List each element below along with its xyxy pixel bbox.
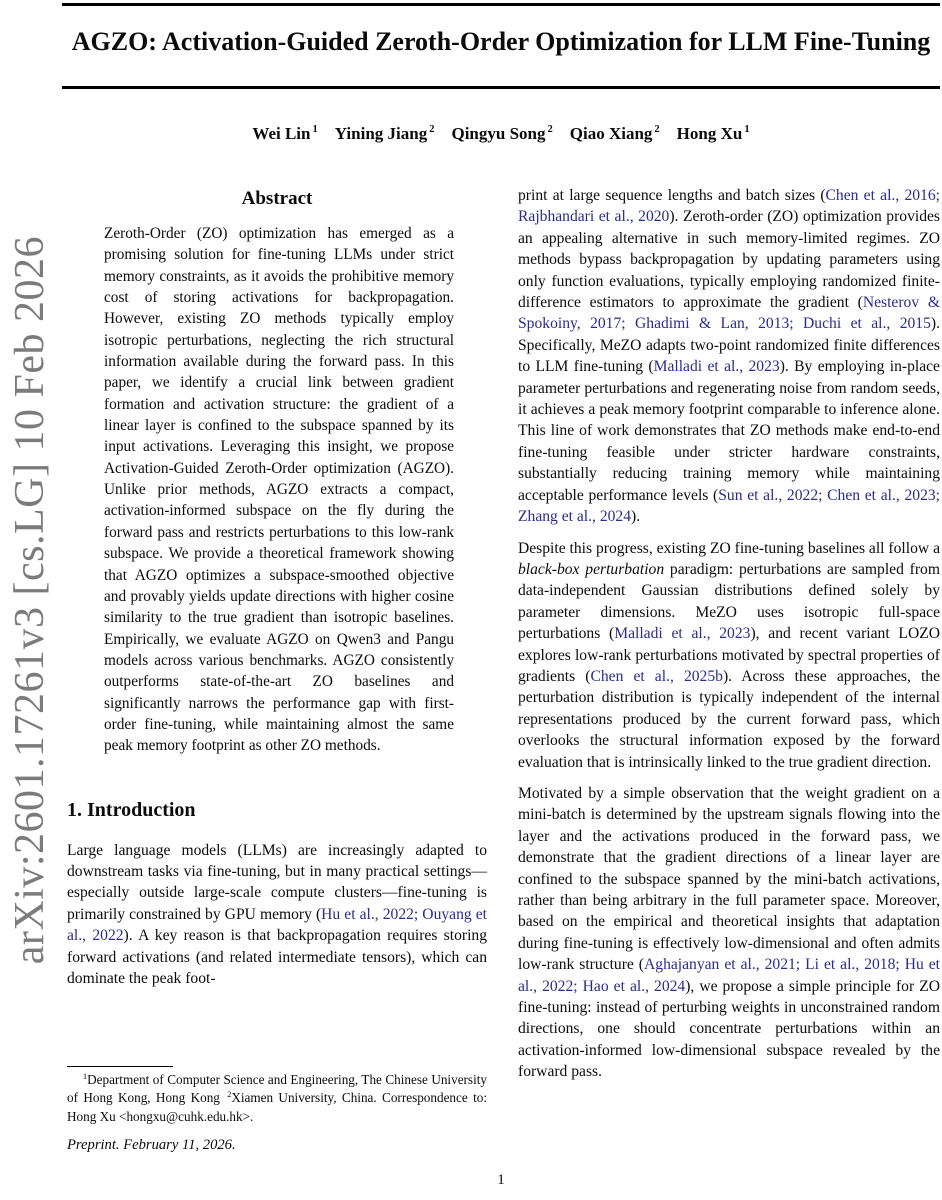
text-segment: 2 <box>654 124 660 136</box>
citation-link[interactable]: Malladi et al., 2023 <box>614 625 751 643</box>
page-number: 1 <box>497 1172 505 1188</box>
right-column-paragraph-1 <box>518 185 940 528</box>
footnote <box>67 1071 487 1126</box>
text-segment: ). Zeroth-order (ZO) optimization provides an appealing alternative in such memory-limited regimes. ZO methods bypass backpropagation by updating parameters using only function evaluations, typically employing randomized finite-difference estimators to approximate the gradient ( <box>518 208 940 312</box>
text-segment: Qiao Xiang <box>552 124 653 143</box>
text-segment: 1 <box>312 124 318 136</box>
text-segment: Yining Jiang <box>317 124 428 143</box>
left-column <box>67 188 487 989</box>
text-segment: Xiamen University, China. Correspondence to: Hong Xu <hongxu@cuhk.edu.hk>. <box>67 1090 487 1124</box>
citation-link[interactable]: Malladi et al., 2023 <box>653 358 780 376</box>
text-segment: ). Across these approaches, the perturbation distribution is typically independent of the internal representations produced by the current forward pass, which overlooks the structural information exposed by the forward evaluation that is intrinsically linked to the true gradient direction. <box>518 667 940 771</box>
title-rule-top <box>62 3 940 6</box>
right-column-paragraph-2 <box>518 538 940 773</box>
arxiv-watermark <box>4 0 56 1200</box>
text-segment: Hong Xu <box>659 124 743 143</box>
text-segment: ), and recent variant LOZO explores low-rank perturbations motivated by spectral properties of gradients ( <box>518 625 940 685</box>
text-segment: Qingyu Song <box>434 124 546 143</box>
right-column-paragraph-3 <box>518 783 940 1083</box>
citation-link[interactable]: Hu et al., 2022; Ouyang et al., 2022 <box>67 905 487 945</box>
text-segment: ). A key reason is that backpropagation requires storing forward activations (and related intermediate tensors), which can dominate the peak foot- <box>67 927 487 988</box>
abstract-body: Zeroth-Order (ZO) optimization has emerged as a promising solution for fine-tuning LLMs under strict memory constraints, as it avoids the prohibitive memory cost of storing activations for backpropagation. However, existing ZO methods typically employ isotropic perturbations, neglecting the rich structural information available during the forward pass. In this paper, we identify a crucial link between gradient formation and activation structure: the gradient of a linear layer is confined to the subspace spanned by its input activations. Leveraging this insight, we propose Activation-Guided Zeroth-Order optimization (AGZO). Unlike prior methods, AGZO extracts a compact, activation-informed subspace on the fly during the forward pass and restricts perturbations to this low-rank subspace. We provide a theoretical framework showing that AGZO optimizes a subspace-smoothed objective and provably yields update directions with higher cosine similarity to the true gradient than isotropic baselines. Empirically, we evaluate AGZO on Qwen3 and Pangu models across various benchmarks. AGZO consistently outperforms state-of-the-art ZO baselines and significantly narrows the performance gap with first-order fine-tuning, while maintaining almost the same peak memory footprint as other ZO methods. <box>104 225 454 755</box>
title-rule-bottom <box>62 86 940 89</box>
citation-link[interactable]: Aghajanyan et al., 2021; Li et al., 2018; Hu et al., 2022; Hao et al., 2024 <box>518 956 941 995</box>
text-segment: ), we propose a simple principle for ZO fine-tuning: instead of perturbing weights in unconstrained random directions, one should concentrate perturbations within an activation-informed low-dimensional subspace revealed by the forward pass. <box>518 977 940 1081</box>
text-segment: 2 <box>429 124 435 136</box>
text-segment: Department of Computer Science and Engineering, The Chinese University of Hong Kong, Hong Kong <box>67 1072 487 1106</box>
authors-line <box>62 124 940 144</box>
footnote-rule <box>67 1066 173 1067</box>
citation-link[interactable]: Chen et al., 2025b <box>590 667 723 685</box>
abstract-heading: Abstract <box>241 188 313 209</box>
text-segment: Wei Lin <box>252 124 311 143</box>
text-segment: Motivated by a simple observation that the weight gradient on a mini-batch is determined by the upstream signals flowing into the layer and the activations produced in the forward pass, we demonstrate that the gradient directions of a linear layer are confined to the subspace spanned by the mini-batch activations, rather than being arbitrary in the full parameter space. Moreover, based on the empirical and theoretical insights that adaptation during fine-tuning is effectively low-dimensional and often admits low-rank structure ( <box>518 784 940 974</box>
text-segment: ). <box>631 508 641 526</box>
citation-link[interactable]: Sun et al., 2022; Chen et al., 2023; Zhang et al., 2024 <box>518 486 940 526</box>
arxiv-watermark-label: arXiv:2601.17261v3 [cs.LG] 10 Feb 2026 <box>7 235 53 965</box>
text-segment: Large language models (LLMs) are increasingly adapted to downstream tasks via fine-tuning, but in many practical settings—especially outside large-scale compute clusters—fine-tuning is primarily constrained by GPU memory ( <box>67 841 487 923</box>
text-segment: 2 <box>547 124 553 136</box>
text-segment: 1 <box>744 124 750 136</box>
text-segment: 1 <box>83 1071 88 1081</box>
text-segment: Despite this progress, existing ZO fine-tuning baselines all follow a <box>518 539 940 557</box>
text-segment: paradigm: perturbations are sampled from data-independent Gaussian distributions defined solely by parameter dimensions. MeZO uses isotropic full-space perturbations ( <box>518 560 940 643</box>
paper-title: AGZO: Activation-Guided Zeroth-Order Optimization for LLM Fine-Tuning <box>71 27 931 56</box>
right-column <box>518 185 940 1093</box>
citation-link[interactable]: Chen et al., 2016; Rajbhandari et al., 2020 <box>518 187 940 226</box>
preprint-note: Preprint. February 11, 2026. <box>67 1137 236 1153</box>
citation-link[interactable]: Nesterov & Spokoiny, 2017; Ghadimi & Lan, 2013; Duchi et al., 2015 <box>518 294 941 333</box>
introduction-paragraph <box>67 840 487 990</box>
text-segment: print at large sequence lengths and batch sizes ( <box>518 187 826 204</box>
text-segment: 2 <box>227 1089 232 1099</box>
section-heading-introduction: 1. Introduction <box>67 798 196 821</box>
text-segment: ). By employing in-place parameter perturbations and regenerating noise from random seeds, it achieves a peak memory footprint comparable to inference alone. This line of work demonstrates that ZO methods make end-to-end fine-tuning feasible under stricter hardware constraints, substantially reducing training memory while maintaining acceptable performance levels ( <box>518 358 940 504</box>
text-segment: ). Specifically, MeZO adapts two-point randomized finite differences to LLM fine-tuning ( <box>518 315 940 376</box>
text-segment: black-box perturbation <box>518 560 665 578</box>
